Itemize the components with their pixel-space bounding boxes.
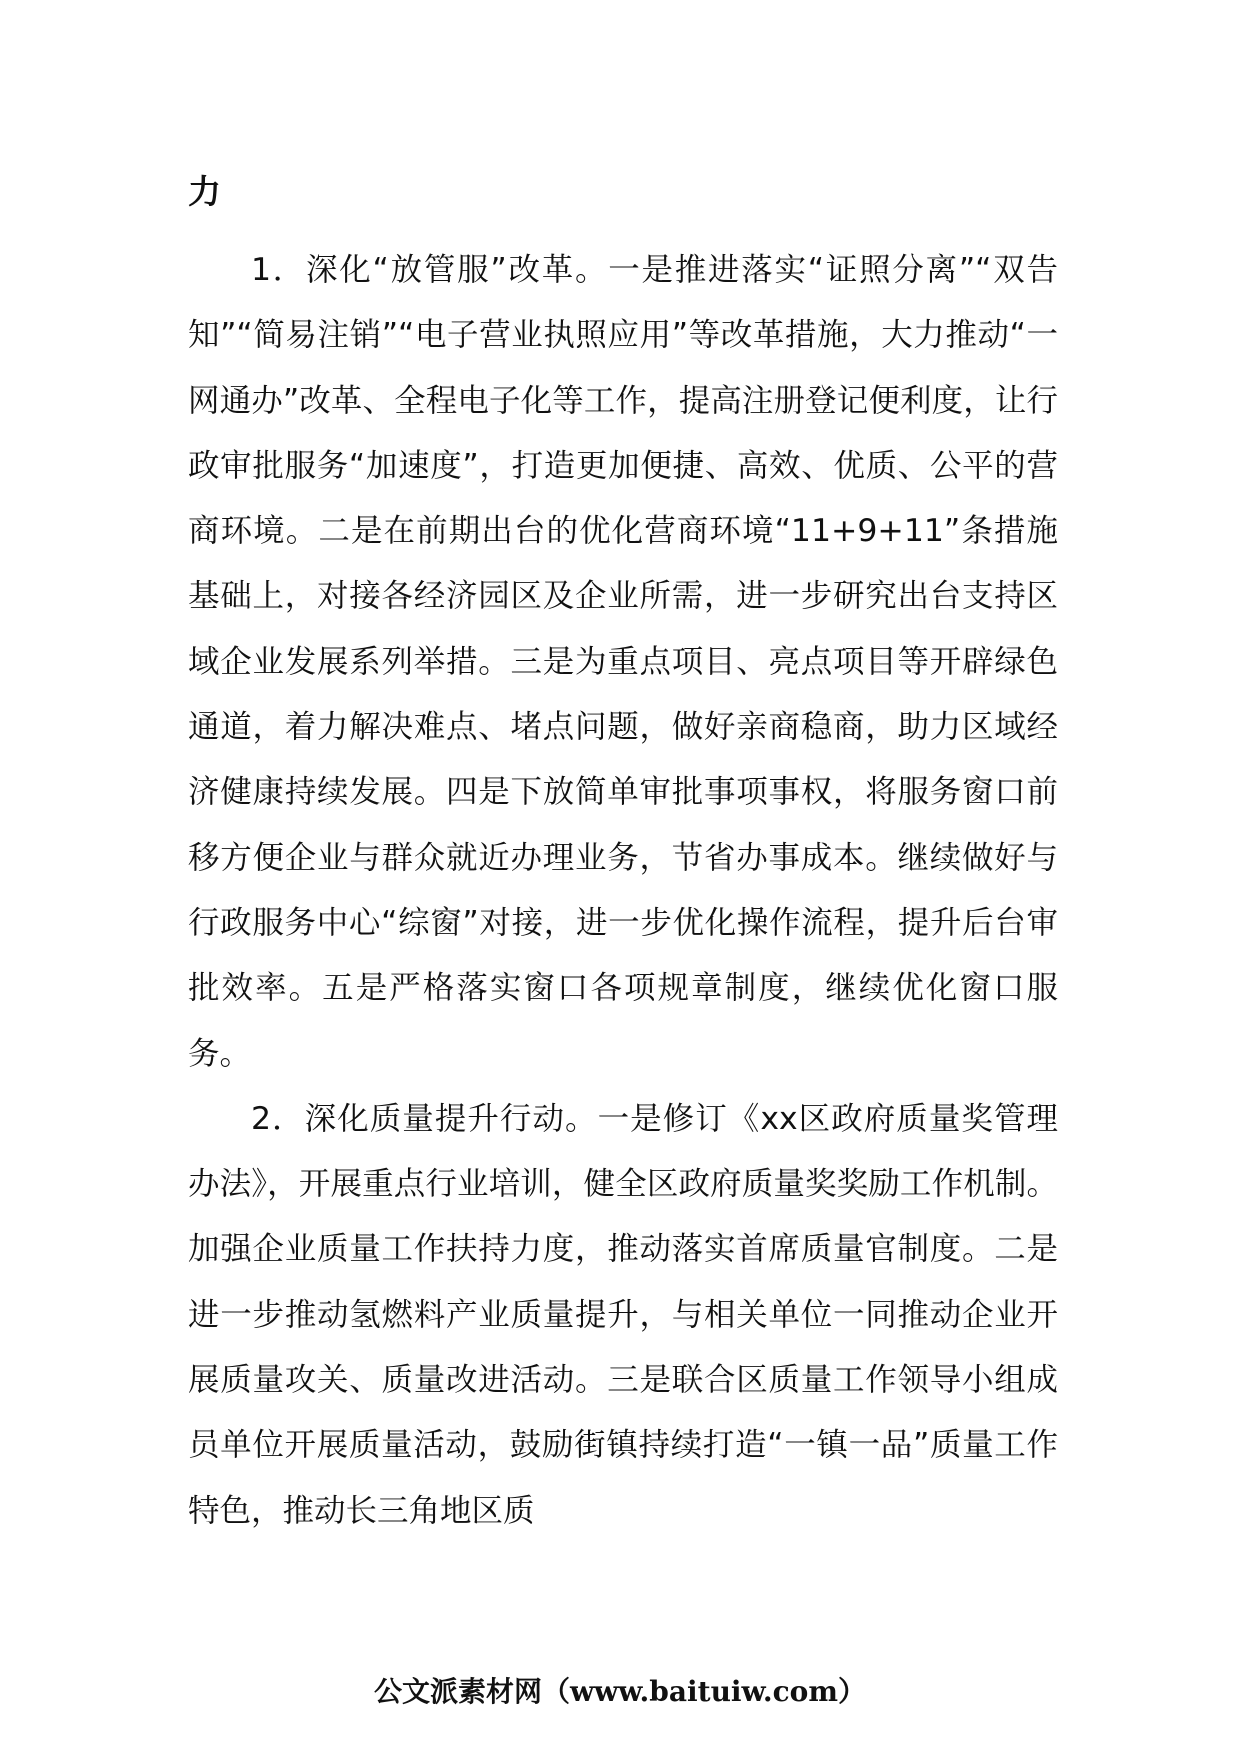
footer-watermark: 公文派素材网（www.baituiw.com） — [374, 1675, 866, 1708]
paragraph-1: 1．深化“放管服”改革。一是推进落实“证照分离”“双告知”“简易注销”“电子营业执照应用”等改革措施，大力推动“一网通办”改革、全程电子化等工作，提高注册登记便利度，让行政审批服务“加速度”，打造更加便捷、高效、优质、公平的营商环境。二是在前期出台的优化营商环境“11+9+11”条措施基础上，对接各经济园区及企业所需，进一步研究出台支持区域企业发展系列举措。三是为重点项目、亮点项目等开辟绿色通道，着力解决难点、堵点问题，做好亲商稳商，助力区域经济健康持续发展。四是下放简单审批事项事权，将服务窗口前移方便企业与群众就近办理业务，节省办事成本。继续做好与行政服务中心“综窗”对接，进一步优化操作流程，提升后台审批效率。五是严格落实窗口各项规章制度，继续优化窗口服务。 — [188, 252, 1058, 1072]
paragraph-2: 2．深化质量提升行动。一是修订《xx区政府质量奖管理办法》，开展重点行业培训，健全区政府质量奖奖励工作机制。加强企业质量工作扶持力度，推动落实首席质量官制度。二是进一步推动氢燃料产业质量提升，与相关单位一同推动企业开展质量攻关、质量改进活动。三是联合区质量工作领导小组成员单位开展质量活动，鼓励街镇持续打造“一镇一品”质量工作特色，推动长三角地区质 — [188, 1100, 1058, 1529]
document-body — [188, 238, 1058, 1544]
heading-fragment: 力 — [188, 172, 221, 211]
